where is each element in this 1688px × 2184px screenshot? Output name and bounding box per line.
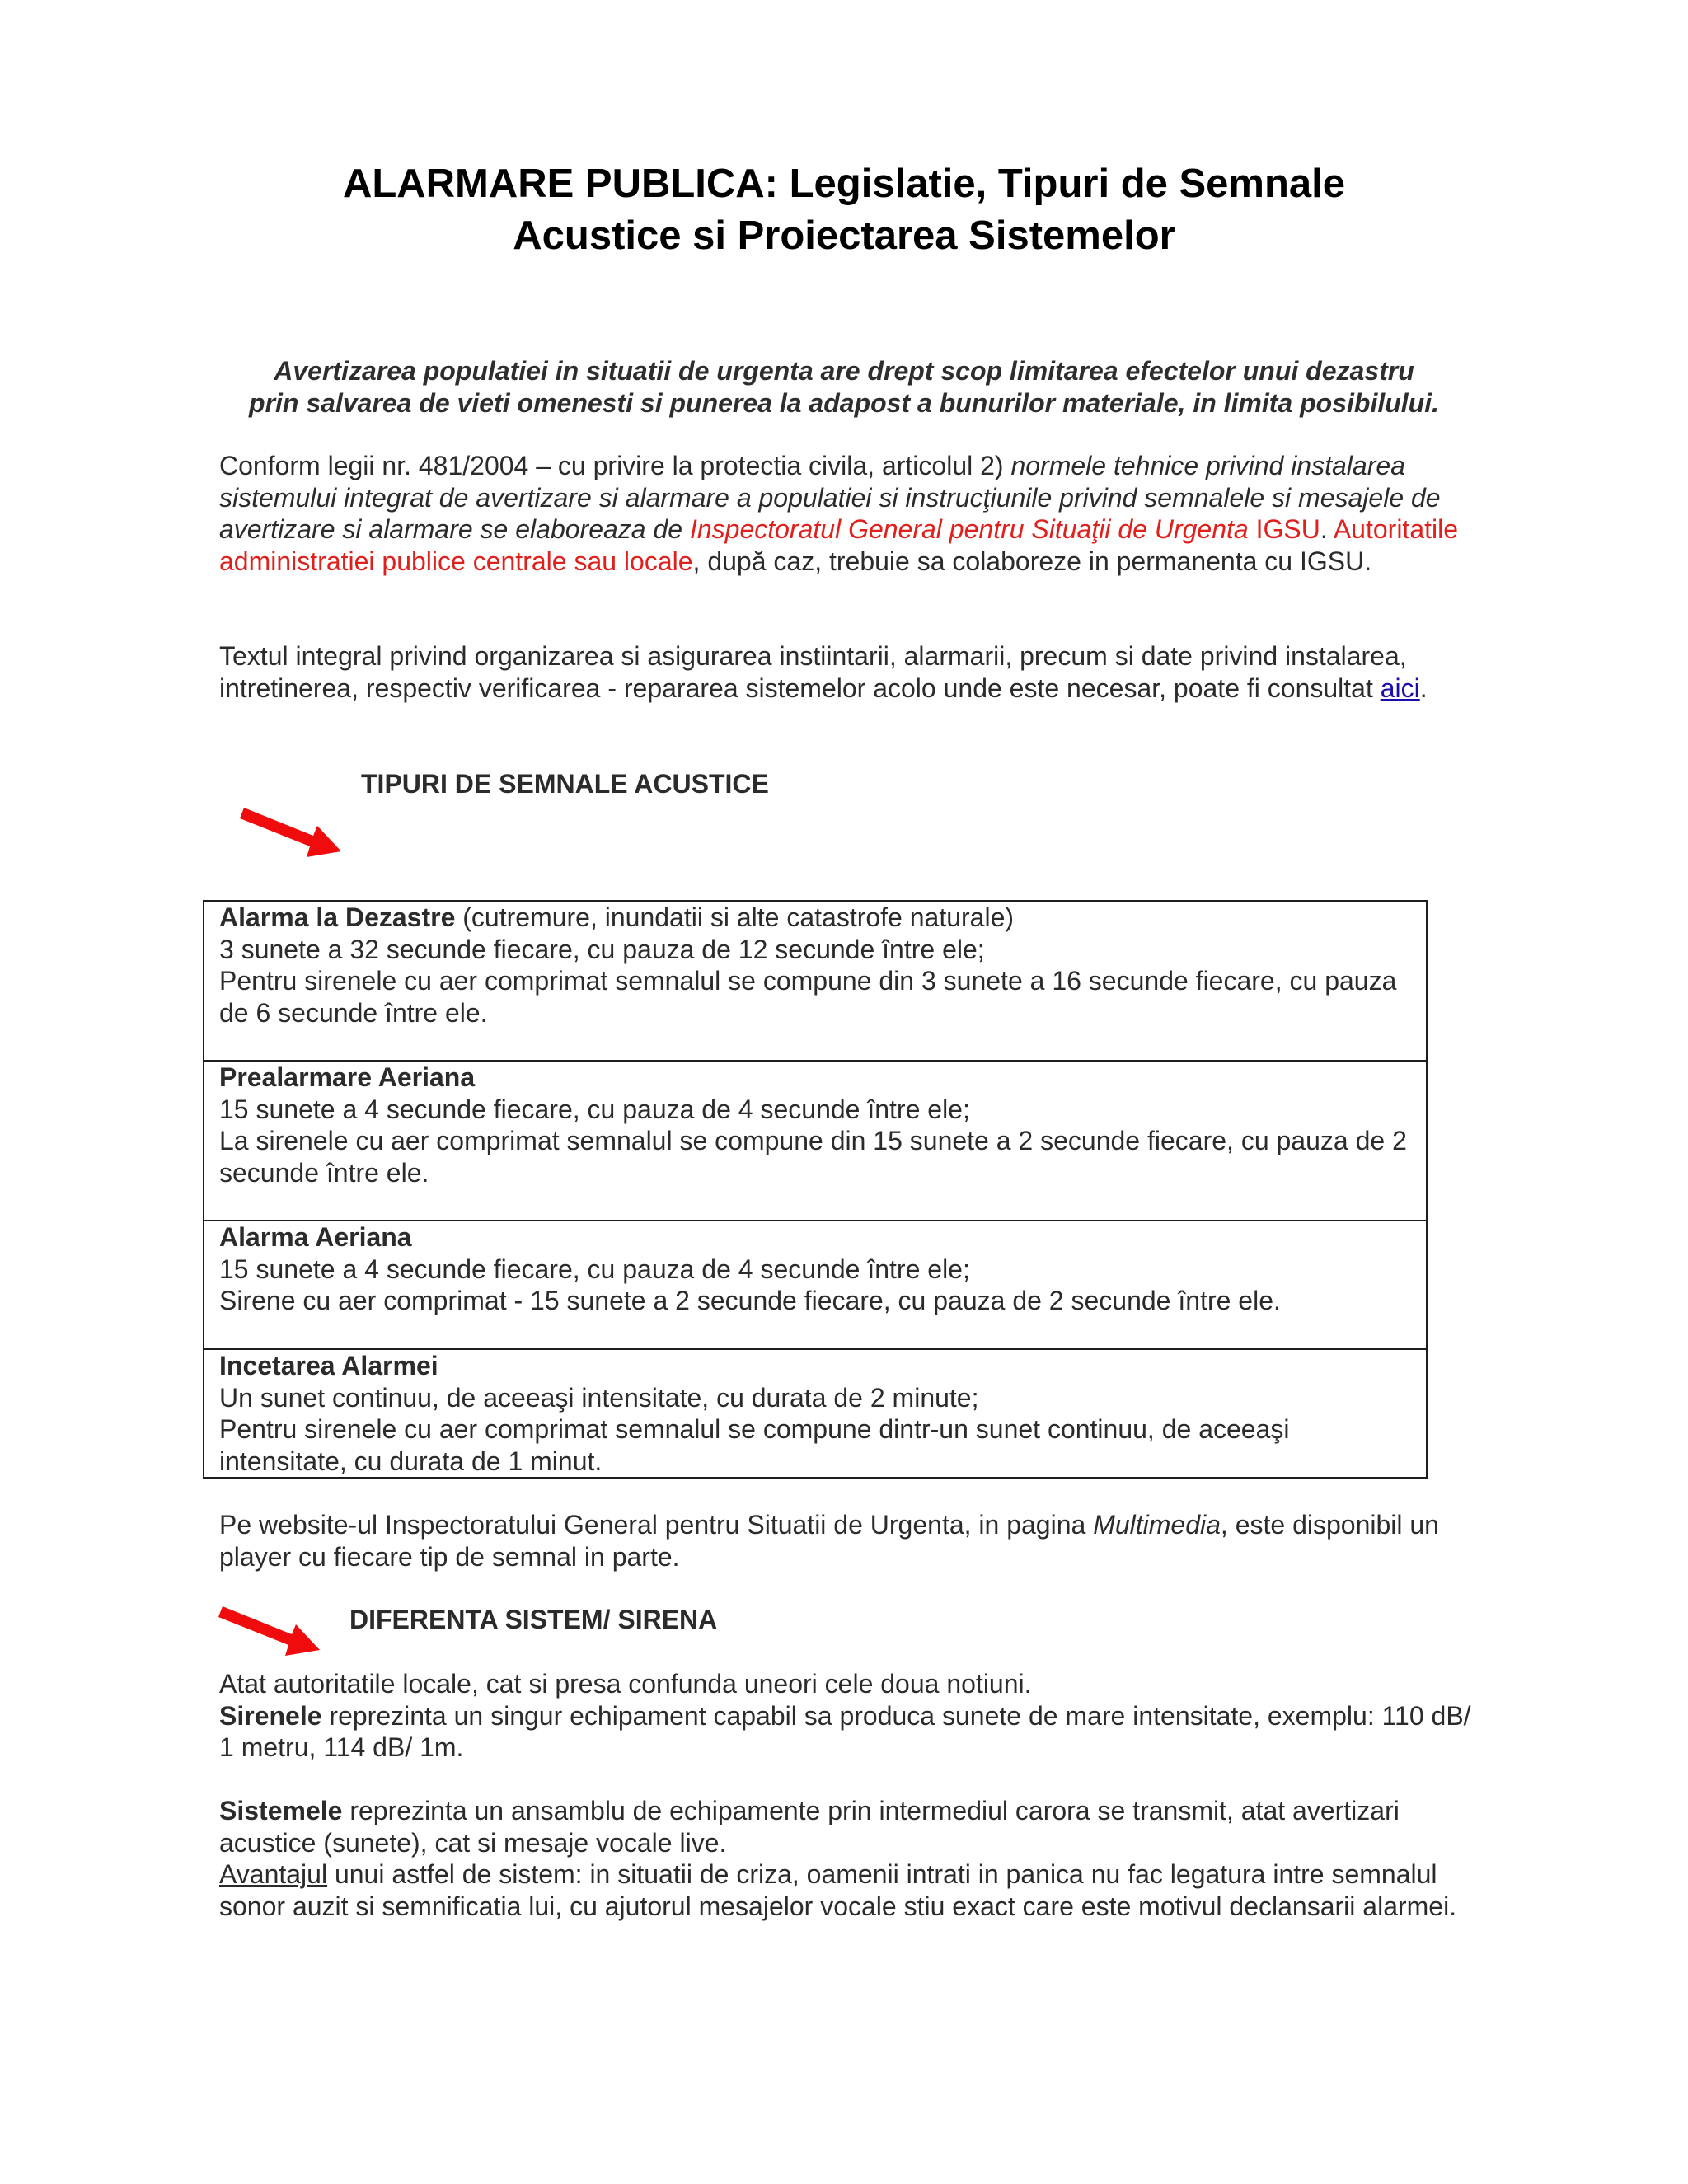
signal-note: (cutremure, inundatii si alte catastrofe naturale) [455,902,1015,932]
law-italic-text: normele tehnice privind instalarea sistemului integrat de avertizare si alarmare a populatiei si instrucţiunile privind semnalele si mesajele de avertizare si alarmare se elaboreaza de [219,451,1441,544]
table-row [204,901,1427,1061]
website-after: , este disponibil un player cu fiecare tip de semnal in parte. [219,1510,1439,1572]
title-line-2: Acustice si Proiectarea Sistemelor [513,213,1175,258]
page-title [214,158,1474,262]
confusion-text: Atat autoritatile locale, cat si presa confunda uneori cele doua notiuni. [219,1669,1032,1699]
signal-line-2: La sirenele cu aer comprimat semnalul se compune din 15 sunete a 2 secunde fiecare, cu pauza de 2 secunde între ele. [219,1126,1407,1188]
table-row [204,1221,1427,1349]
signal-line-1: 15 sunete a 4 secunde fiecare, cu pauza de 4 secunde între ele; [219,1094,970,1124]
law-rest: , după caz, trebuie sa colaboreze in permanenta cu IGSU. [692,546,1372,576]
signals-table [203,900,1428,1479]
signal-cell [204,1221,1427,1349]
law-intro: Conform legii nr. 481/2004 – cu privire la protectia civila, articolul 2) [219,451,1011,480]
website-before: Pe website-ul Inspectoratului General pentru Situatii de Urgenta, in pagina [219,1510,1094,1540]
lead-line-2: prin salvarea de vieti omenesti si punerea la adapost a bunurilor materiale, in limita posibilului. [249,387,1439,418]
red-arrow-icon [218,1603,325,1659]
systems-paragraph [219,1795,1489,1922]
signal-line-2: Sirene cu aer comprimat - 15 sunete a 2 secunde fiecare, cu pauza de 2 secunde între ele. [219,1286,1281,1315]
full-text-end: . [1419,673,1428,703]
signal-line-2: Pentru sirenele cu aer comprimat semnalul se compune dintr-un sunet continuu, de aceeaşi intensitate, cu durata de 1 minut. [219,1414,1290,1476]
law-period: . [1320,514,1328,544]
signal-cell [204,1061,1427,1221]
aici-link[interactable]: aici [1380,673,1420,703]
signal-name: Alarma Aeriana [219,1222,412,1252]
signal-cell [204,901,1427,1061]
signal-line-2: Pentru sirenele cu aer comprimat semnalul se compune din 3 sunete a 16 secunde fiecare, cu pauza de 6 secunde între ele. [219,966,1397,1028]
lead-line-1: Avertizarea populatiei in situatii de urgenta are drept scop limitarea efectelor unui dezastru [274,356,1414,386]
website-paragraph [219,1509,1489,1572]
advantage-text: unui astfel de sistem: in situatii de criza, oamenii intrati in panica nu fac legatura intre semnalul sonor auzit si semnificatia lui, cu ajutorul mesajelor vocale stiu exact care este motivul declansarii alarmei. [219,1859,1457,1921]
sirens-label: Sirenele [219,1700,322,1731]
title-line-1: ALARMARE PUBLICA: Legislatie, Tipuri de Semnale [342,162,1346,206]
table-row [204,1349,1427,1478]
signals-heading: TIPURI DE SEMNALE ACUSTICE [361,769,769,799]
signal-name: Alarma la Dezastre [219,902,456,932]
signal-line-1: Un sunet continuu, de aceeaşi intensitate, cu durata de 2 minute; [219,1382,979,1413]
full-text-paragraph [219,640,1489,704]
igsu-full-name: Inspectoratul General pentru Situaţii de Urgenta [689,514,1249,544]
advantage-label: Avantajul [219,1859,328,1889]
sirens-paragraph [219,1668,1489,1764]
sirens-text: reprezinta un singur echipament capabil sa produca sunete de mare intensitate, exemplu: 110 dB/ 1 metru, 114 dB/ 1m. [219,1700,1471,1762]
systems-text: reprezinta un ansamblu de echipamente prin intermediul carora se transmit, atat avertizari acustice (sunete), cat si mesaje vocale live. [219,1796,1400,1858]
systems-label: Sistemele [219,1796,343,1825]
signal-name: Prealarmare Aeriana [219,1062,476,1092]
full-text: Textul integral privind organizarea si asigurarea instiintarii, alarmarii, precum si date privind instalarea, intretinerea, respectiv verificarea - repararea sistemelor acolo unde este necesar, poate fi consultat [219,641,1407,703]
law-paragraph [219,450,1489,577]
table-row [204,1061,1427,1221]
signal-name: Incetarea Alarmei [219,1351,438,1380]
lead-paragraph [206,355,1482,419]
authorities-text: Autoritatile administratiei publice centrale sau locale [219,514,1459,576]
signal-cell [204,1349,1427,1478]
signal-line-1: 15 sunete a 4 secunde fiecare, cu pauza de 4 secunde între ele; [219,1254,970,1284]
signal-line-1: 3 sunete a 32 secunde fiecare, cu pauza de 12 secunde între ele; [219,934,985,964]
multimedia-text: Multimedia [1093,1510,1221,1540]
igsu-abbrev: IGSU [1248,514,1320,544]
red-arrow-icon [239,804,346,860]
difference-heading: DIFERENTA SISTEM/ SIRENA [349,1605,718,1634]
